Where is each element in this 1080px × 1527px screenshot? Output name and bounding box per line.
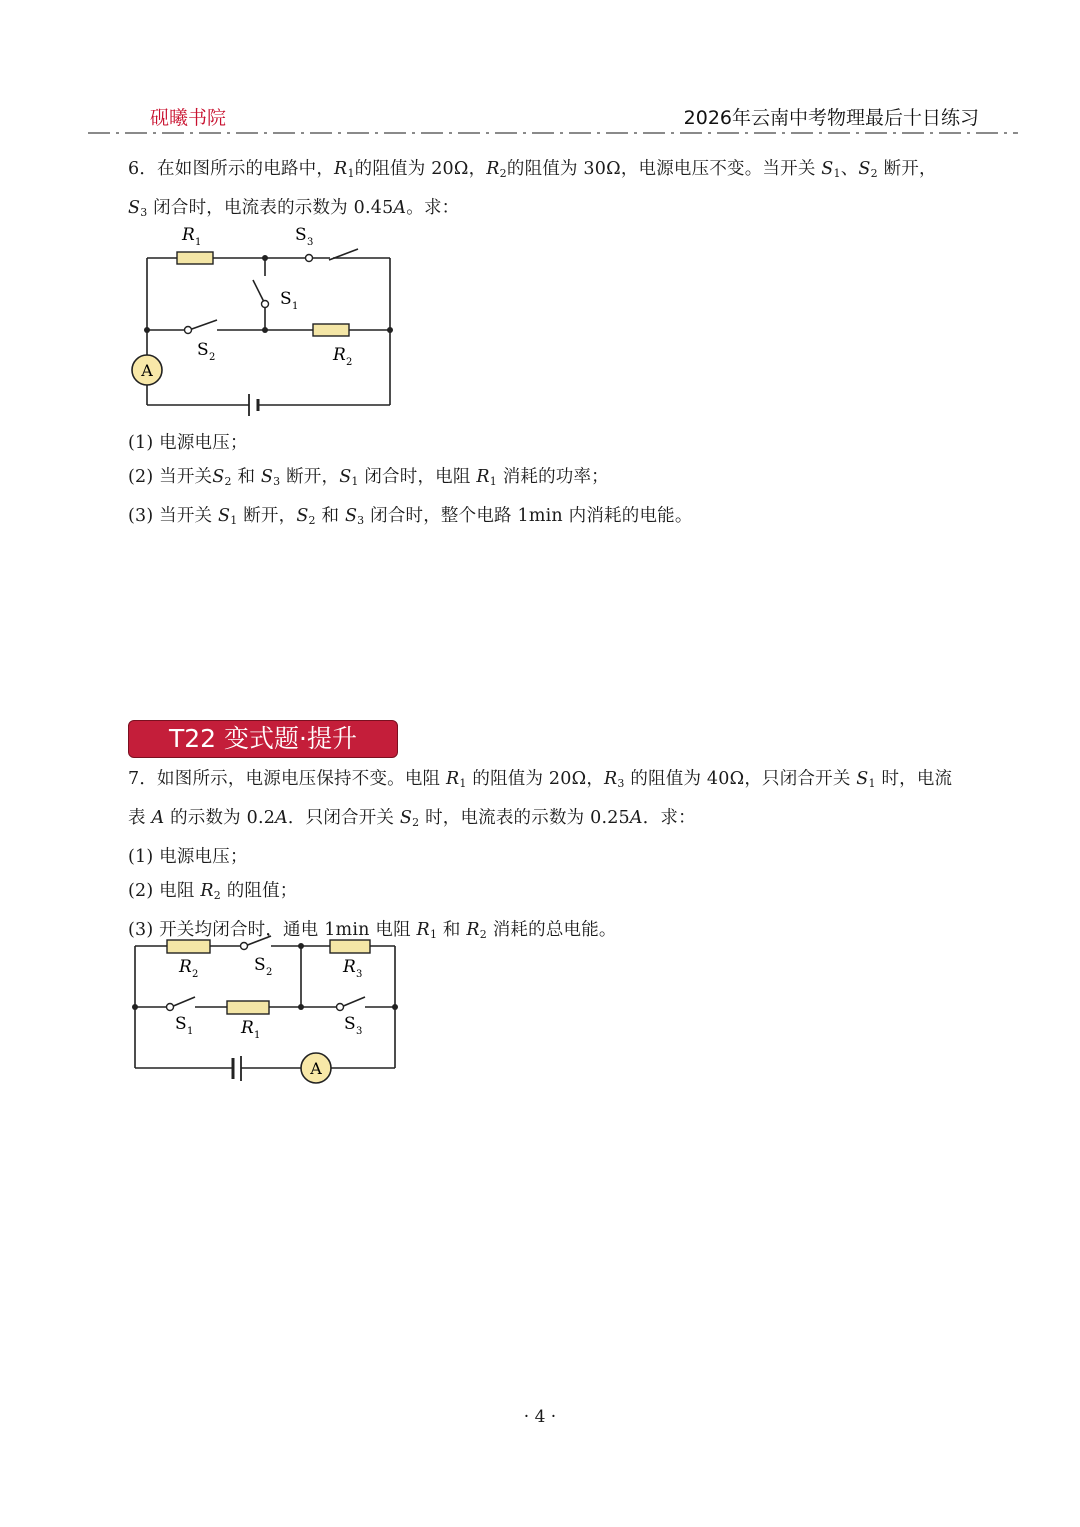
svg-text:R: R: [179, 957, 192, 977]
section-tag: T22 变式题·提升: [128, 720, 398, 758]
question-7-part-2: (2) 电阻 $R_2$ 的阻值；: [128, 881, 298, 902]
question-6-part-2: (2) 当开关$S_2$ 和 $S_3$ 断开，$S_1$ 闭合时，电阻 $R_1$ 消耗的功率；: [128, 467, 609, 488]
question-7-part-1: (1) 电源电压；: [128, 847, 248, 867]
svg-text:A: A: [310, 1059, 322, 1078]
svg-text:2: 2: [266, 967, 273, 978]
svg-text:2: 2: [346, 357, 353, 368]
svg-text:A: A: [141, 361, 153, 380]
question-7-circuit-diagram: [125, 930, 410, 1085]
svg-text:S: S: [175, 1014, 187, 1034]
svg-text:S: S: [280, 289, 292, 309]
svg-text:1: 1: [187, 1026, 194, 1037]
resistor-r2: [313, 324, 349, 336]
page-number: · 4 ·: [523, 1407, 557, 1427]
document-title: 2026年云南中考物理最后十日练习: [683, 107, 979, 129]
question-7-stem: 7．如图所示，电源电压保持不变。电阻 $R_1$ 的阻值为 20Ω，$R_3$ 的阻值为 40Ω，只闭合开关 $S_1$ 时，电流 表 A 的示数为 0.2A．只闭合开关 $S_2$ 时，电流表的示数为 0.25A．求： (1) 电源电压； (2) 电阻 $R_2$ 的阻值； (3) 开关均闭合时，通电 1min 电阻 $R_1$ 和 $R_2$ 消耗的总电能。: [128, 762, 968, 952]
question-7-part-3: (3) 开关均闭合时，通电 1min 电阻 $R_1$ 和 $R_2$ 消耗的总电能。: [128, 920, 617, 941]
resistor-r3: [330, 940, 370, 953]
svg-text:1: 1: [254, 1030, 261, 1041]
resistor-r1: [177, 252, 213, 264]
resistor-r2: [167, 940, 210, 953]
svg-text:2: 2: [192, 969, 199, 980]
question-6-part-1: (1) 电源电压；: [128, 433, 248, 453]
brand-name: 砚曦书院: [150, 107, 227, 129]
svg-text:1: 1: [195, 237, 202, 248]
svg-text:1: 1: [292, 301, 299, 312]
svg-text:S: S: [254, 955, 266, 975]
question-6-stem: 6．在如图所示的电路中，$R_1$的阻值为 20Ω，$R_2$的阻值为 30Ω，电源电压不变。当开关 $S_1$、$S_2$ 断开， $S_3$ 闭合时，电流表的示数为 0.45A。求：: [128, 159, 937, 219]
svg-text:R: R: [241, 1018, 254, 1038]
svg-text:3: 3: [307, 237, 314, 248]
svg-text:R: R: [182, 225, 195, 245]
svg-text:2: 2: [209, 352, 216, 363]
svg-text:R: R: [343, 957, 356, 977]
question-6-parts: [128, 426, 968, 538]
svg-text:3: 3: [356, 969, 363, 980]
question-6-part-3: (3) 当开关 $S_1$ 断开，$S_2$ 和 $S_3$ 闭合时，整个电路 1min 内消耗的电能。: [128, 506, 693, 527]
svg-text:S: S: [197, 340, 209, 360]
resistor-r1: [227, 1001, 269, 1014]
svg-text:S: S: [344, 1014, 356, 1034]
header-rule: [88, 131, 1018, 135]
question-6-circuit-diagram: [125, 220, 410, 420]
svg-text:3: 3: [356, 1026, 363, 1037]
svg-text:S: S: [295, 225, 307, 245]
svg-text:R: R: [333, 345, 346, 365]
